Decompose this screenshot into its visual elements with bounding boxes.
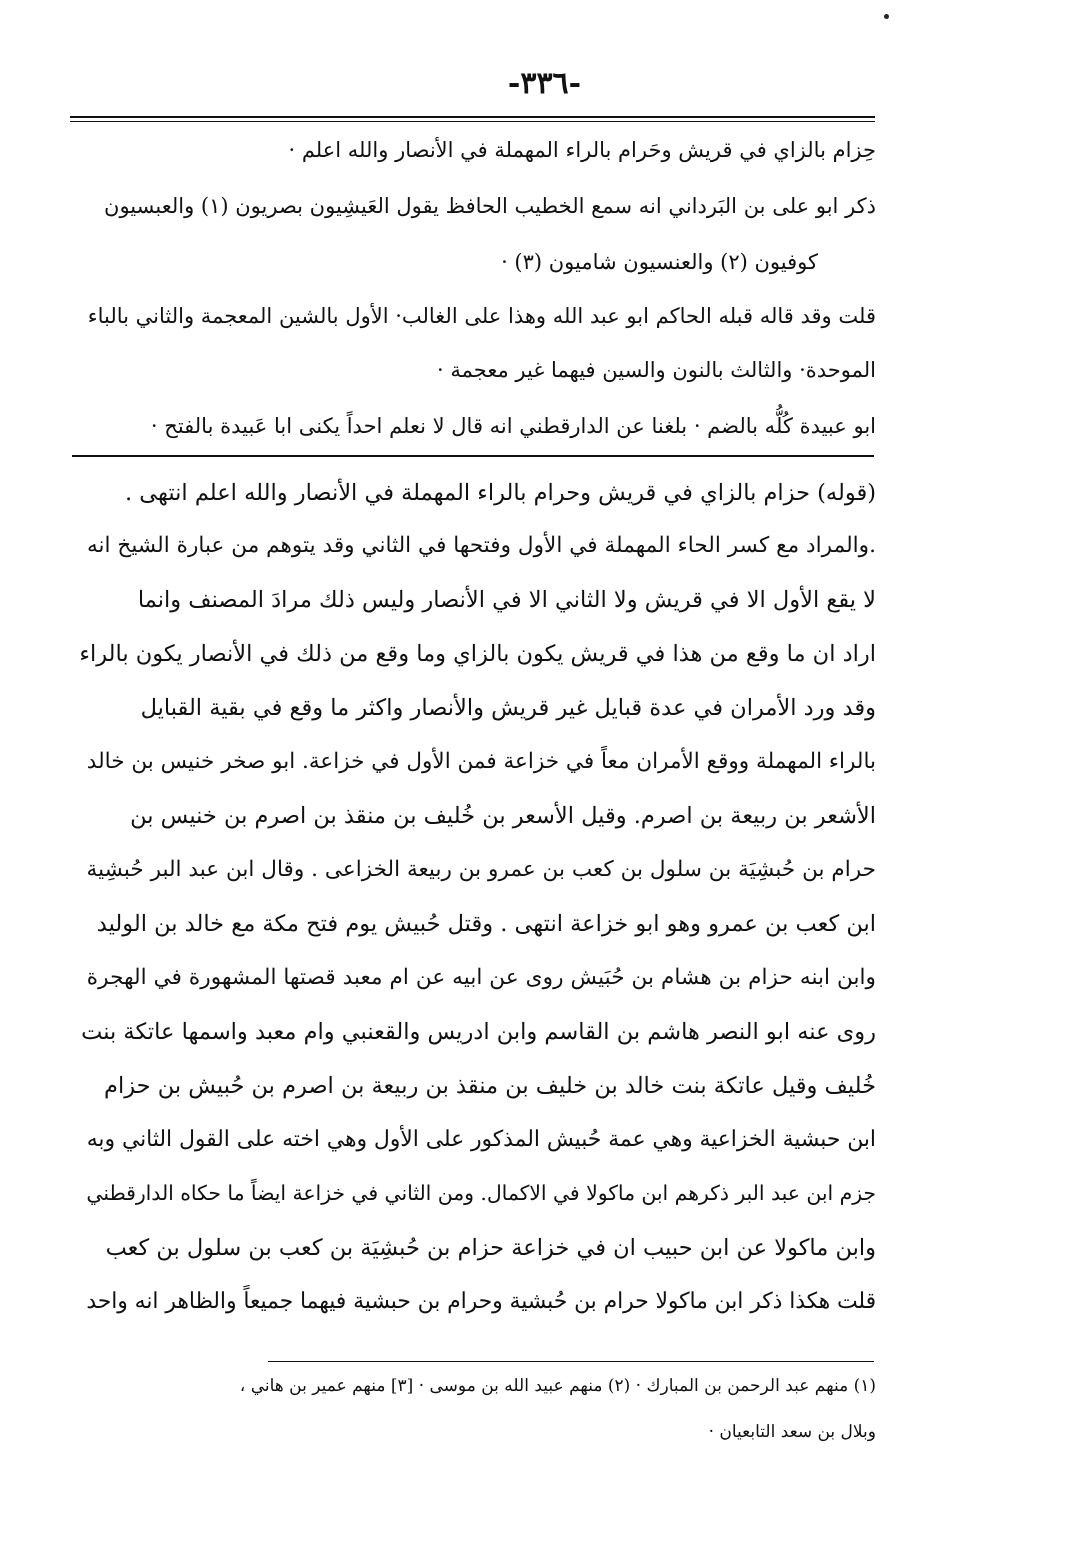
commentary-line: حرام بن حُبشِيَة بن سلول بن كعب بن عمرو بن ربيعة الخزاعى . وقال ابن عبد البر حُبشِية — [86, 857, 876, 882]
commentary-line: اراد ان ما وقع من هذا في قريش يكون بالزاي وما وقع من ذلك في الأنصار يكون بالراء — [79, 641, 876, 667]
commentary-line: بالراء المهملة ووقع الأمران معاً في خزاعة فمن الأول في خزاعة. ابو صخر خنيس بن خالد — [86, 749, 876, 774]
commentary-line: لا يقع الأول الا في قريش ولا الثاني الا في الأنصار وليس ذلك مرادَ المصنف وانما — [137, 587, 876, 613]
commentary-line: ابن حبشية الخزاعية وهي عمة حُبيش المذكور على الأول وهي اخته على القول الثاني وبه — [86, 1127, 876, 1152]
commentary-line: وقد ورد الأمران في عدة قبايل غير قريش والأنصار واكثر ما وقع في بقية القبايل — [140, 695, 876, 721]
footnote-rule — [268, 1361, 874, 1362]
commentary-line: .والمراد مع كسر الحاء المهملة في الأول وفتحها في الثاني وقد يتوهم من عبارة الشيخ انه — [86, 533, 876, 558]
footnote-line: وبلال بن سعد التابعيان · — [708, 1422, 876, 1442]
header-rule-thin — [70, 121, 875, 122]
header-rule — [70, 116, 875, 118]
commentary-line: خُليف وقيل عاتكة بنت خالد بن خليف بن منقذ بن ربيعة بن اصرم بن حُبيش بن حزام — [104, 1073, 876, 1099]
footnote-line: (١) منهم عبد الرحمن بن المبارك · (٢) منهم عبيد الله بن موسى · [٣] منهم عمير بن هاني ، — [239, 1376, 876, 1396]
commentary-line: قلت هكذا ذكر ابن ماكولا حرام بن حُبشية وحرام بن حبشية فيهما جميعاً والظاهر انه واحد — [86, 1289, 876, 1314]
commentary-line: روى عنه ابو النصر هاشم بن القاسم وابن ادريس والقعنبي وام معبد واسمها عاتكة بنت — [81, 1019, 876, 1045]
commentary-line: (قوله) حزام بالزاي في قريش وحرام بالراء المهملة في الأنصار والله اعلم انتهى . — [124, 480, 876, 506]
commentary-line: وابن ماكولا عن ابن حبيب ان في خزاعة حزام بن حُبشِيَة بن كعب بن سلول بن كعب — [105, 1235, 876, 1261]
upper-line: ذكر ابو على بن البَرداني انه سمع الخطيب الحافظ يقول العَيشِيون بصريون (١) والعبسيون — [104, 194, 876, 218]
commentary-line: ابن كعب بن عمرو وهو ابو خزاعة انتهى . وقتل حُبيش يوم فتح مكة مع خالد بن الوليد — [96, 911, 876, 937]
section-divider — [72, 455, 874, 457]
upper-line: ابو عبيدة كُلُّه بالضم · بلغنا عن الدارقطني انه قال لا نعلم احداً يكنى ابا عَبيدة بالفتح · — [150, 414, 876, 438]
commentary-line: وابن ابنه حزام بن هشام بن حُبَيش روى عن ابيه عن ام معبد قصتها المشهورة في الهجرة — [86, 965, 876, 990]
upper-line: الموحدة· والثالث بالنون والسين فيهما غير معجمة · — [437, 358, 876, 382]
commentary-line: جزم ابن عبد البر ذكرهم ابن ماكولا في الاكمال. ومن الثاني في خزاعة ايضاً ما حكاه الدارقطني — [86, 1181, 876, 1205]
upper-line: حِزام بالزاي في قريش وحَرام بالراء المهملة في الأنصار والله اعلم · — [288, 138, 876, 162]
upper-line: كوفيون (٢) والعنسيون شاميون (٣) · — [501, 250, 818, 274]
commentary-line: الأشعر بن ربيعة بن اصرم. وقيل الأسعر بن خُليف بن منقذ بن اصرم بن خنيس بن — [130, 803, 876, 829]
stray-ink-dot — [884, 14, 889, 19]
upper-line: قلت وقد قاله قبله الحاكم ابو عبد الله وهذا على الغالب· الأول بالشين المعجمة والثاني بالباء — [87, 304, 876, 328]
page-number: -٣٣٦- — [507, 66, 582, 101]
